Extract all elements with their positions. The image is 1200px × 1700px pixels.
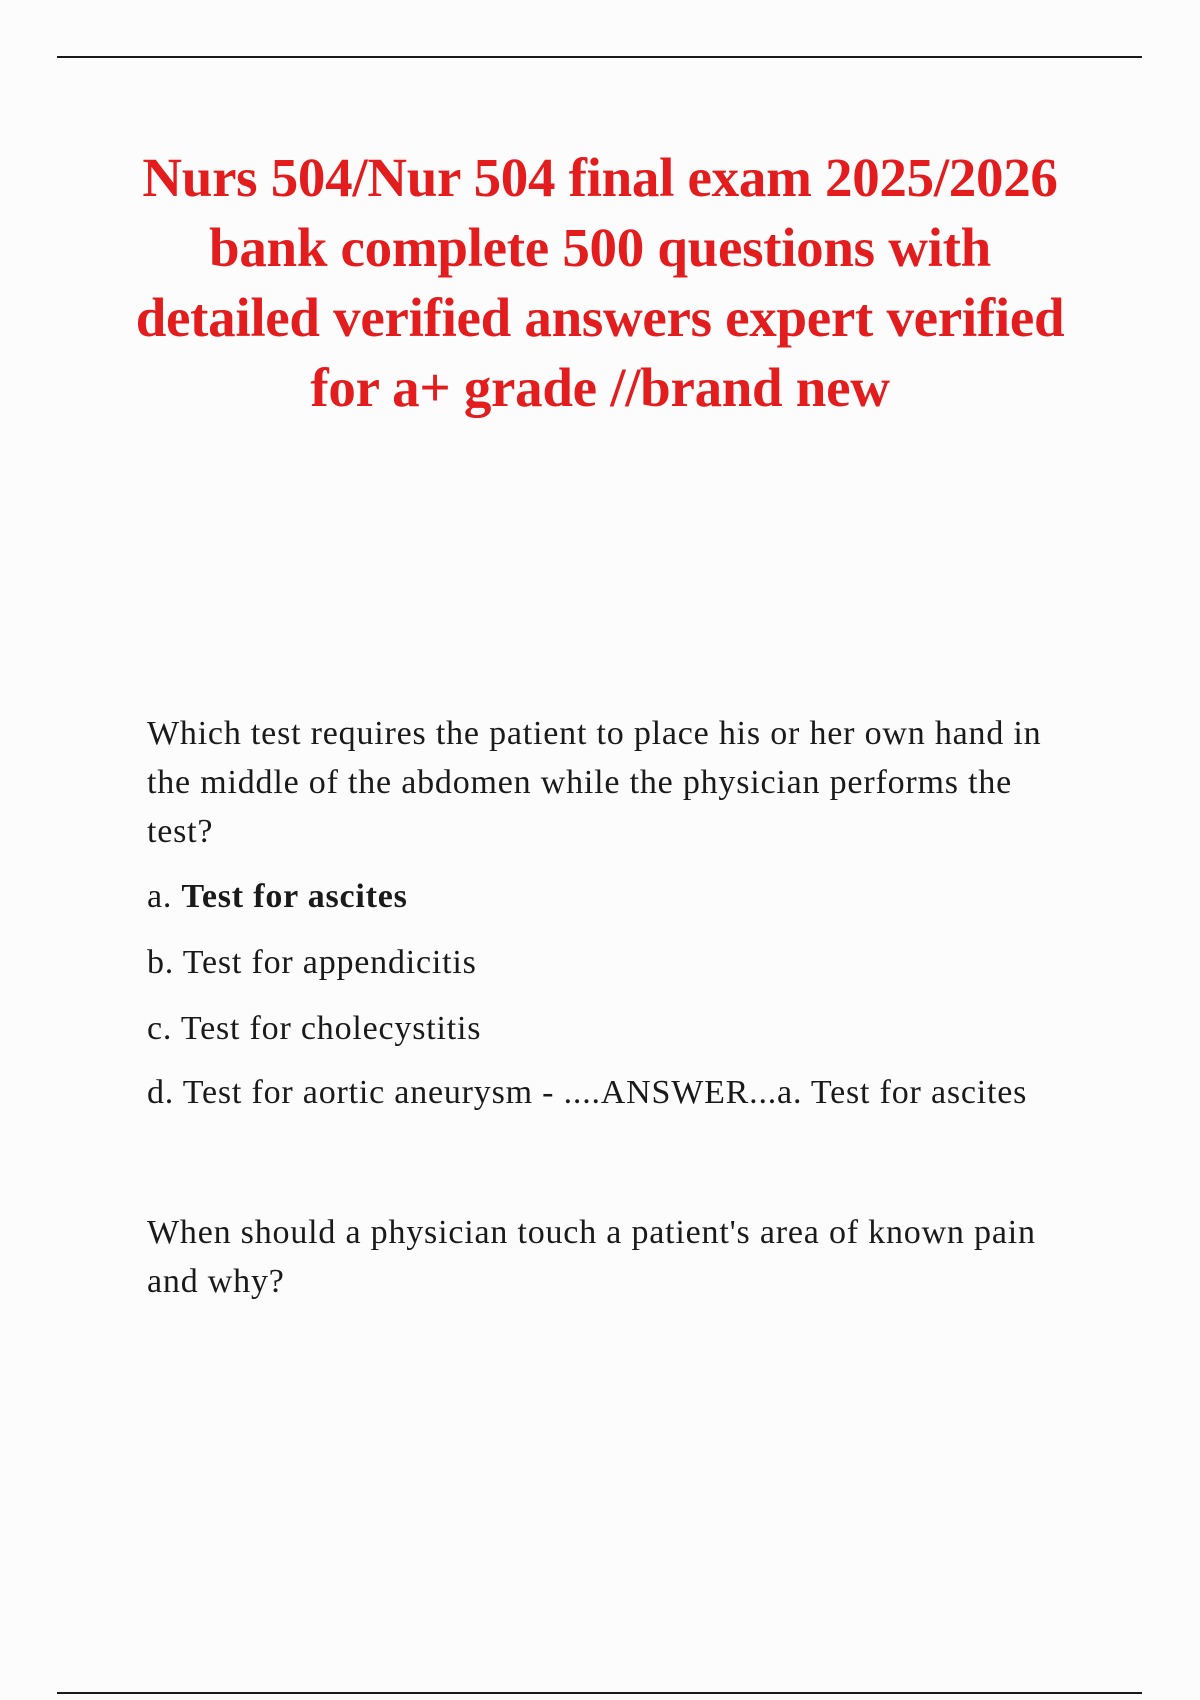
question-list — [147, 709, 1077, 1306]
option-letter: d. — [147, 1074, 183, 1111]
footer-rule — [57, 1692, 1142, 1694]
option-letter: a. — [147, 878, 182, 915]
document-title: Nurs 504/Nur 504 final exam 2025/2026 bank complete 500 questions with detailed verified answers expert verified for a+ grade //brand new — [135, 147, 1065, 418]
question-item — [147, 1208, 1077, 1306]
option-letter: c. — [147, 1010, 181, 1047]
answer-option-d — [147, 1068, 1077, 1117]
answer-option-b — [147, 938, 1077, 987]
question-prompt: When should a physician touch a patient's area of known pain and why? — [147, 1214, 1036, 1300]
question-prompt: Which test requires the patient to place his or her own hand in the middle of the abdomen while the physician performs the test? — [147, 715, 1042, 850]
option-text: Test for cholecystitis — [180, 1010, 482, 1047]
header-rule — [57, 56, 1142, 58]
answer-option-c — [147, 1004, 1077, 1053]
option-text: Test for appendicitis — [182, 944, 477, 981]
answer-option-a — [147, 872, 1077, 921]
option-letter: b. — [147, 944, 183, 981]
option-text: Test for ascites — [181, 878, 408, 915]
question-item — [147, 709, 1077, 1117]
option-text: Test for aortic aneurysm - ....ANSWER...a. Test for ascites — [182, 1074, 1028, 1111]
